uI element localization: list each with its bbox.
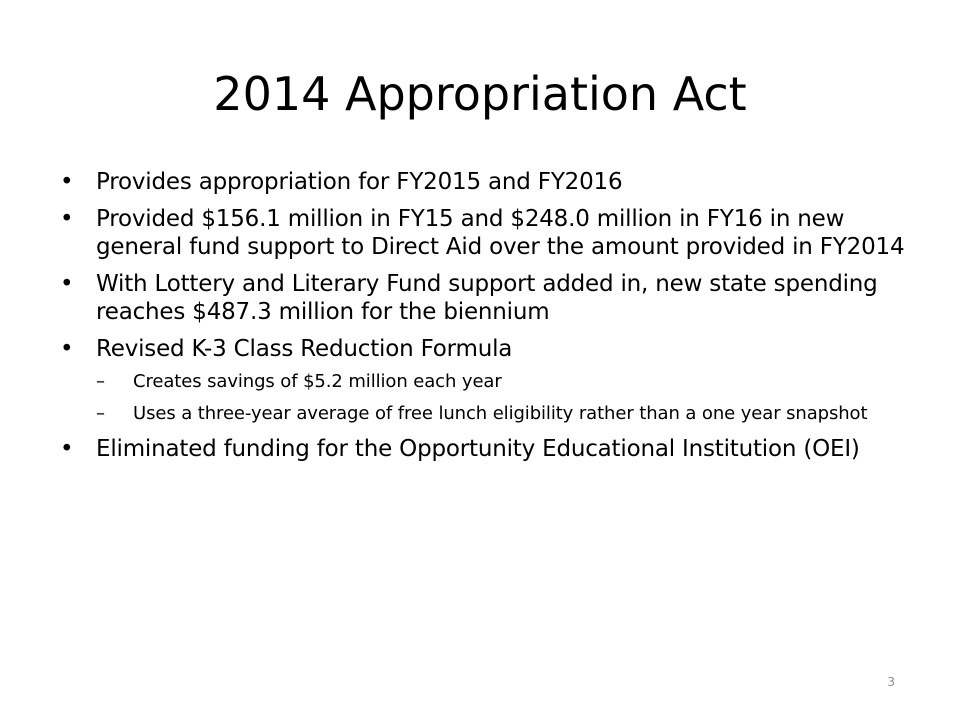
sub-bullet-list (96, 371, 910, 425)
sub-bullet-text: Creates savings of $5.2 million each year (133, 371, 502, 392)
bullet-text: Provides appropriation for FY2015 and FY2016 (96, 169, 623, 195)
bullet-item-oei (60, 435, 910, 463)
dash-icon: – (96, 371, 105, 392)
bullet-icon: • (60, 206, 74, 232)
bullet-text: Eliminated funding for the Opportunity Educational Institution (OEI) (96, 436, 860, 462)
bullet-item-k3-formula (60, 335, 910, 425)
bullet-text: Revised K-3 Class Reduction Formula (96, 336, 513, 362)
bullet-item-appropriation (60, 168, 910, 196)
sub-bullet-item-lunch (96, 403, 910, 425)
bullet-text: Provided $156.1 million in FY15 and $248.0 million in FY16 in new general fund support to Direct Aid over the amount provided in FY2014 (96, 206, 905, 260)
bullet-icon: • (60, 271, 74, 297)
sub-bullet-item-savings (96, 371, 910, 393)
bullet-icon: • (60, 169, 74, 195)
bullet-item-lottery (60, 270, 910, 326)
bullet-icon: • (60, 336, 74, 362)
sub-bullet-text: Uses a three-year average of free lunch eligibility rather than a one year snapshot (133, 403, 868, 424)
page-number: 3 (887, 675, 895, 689)
bullet-icon: • (60, 436, 74, 462)
bullet-item-general-fund (60, 205, 910, 261)
slide-title: 2014 Appropriation Act (213, 67, 747, 121)
bullet-text: With Lottery and Literary Fund support added in, new state spending reaches $487.3 million for the biennium (96, 271, 878, 325)
bullet-list (60, 168, 910, 472)
dash-icon: – (96, 403, 105, 424)
